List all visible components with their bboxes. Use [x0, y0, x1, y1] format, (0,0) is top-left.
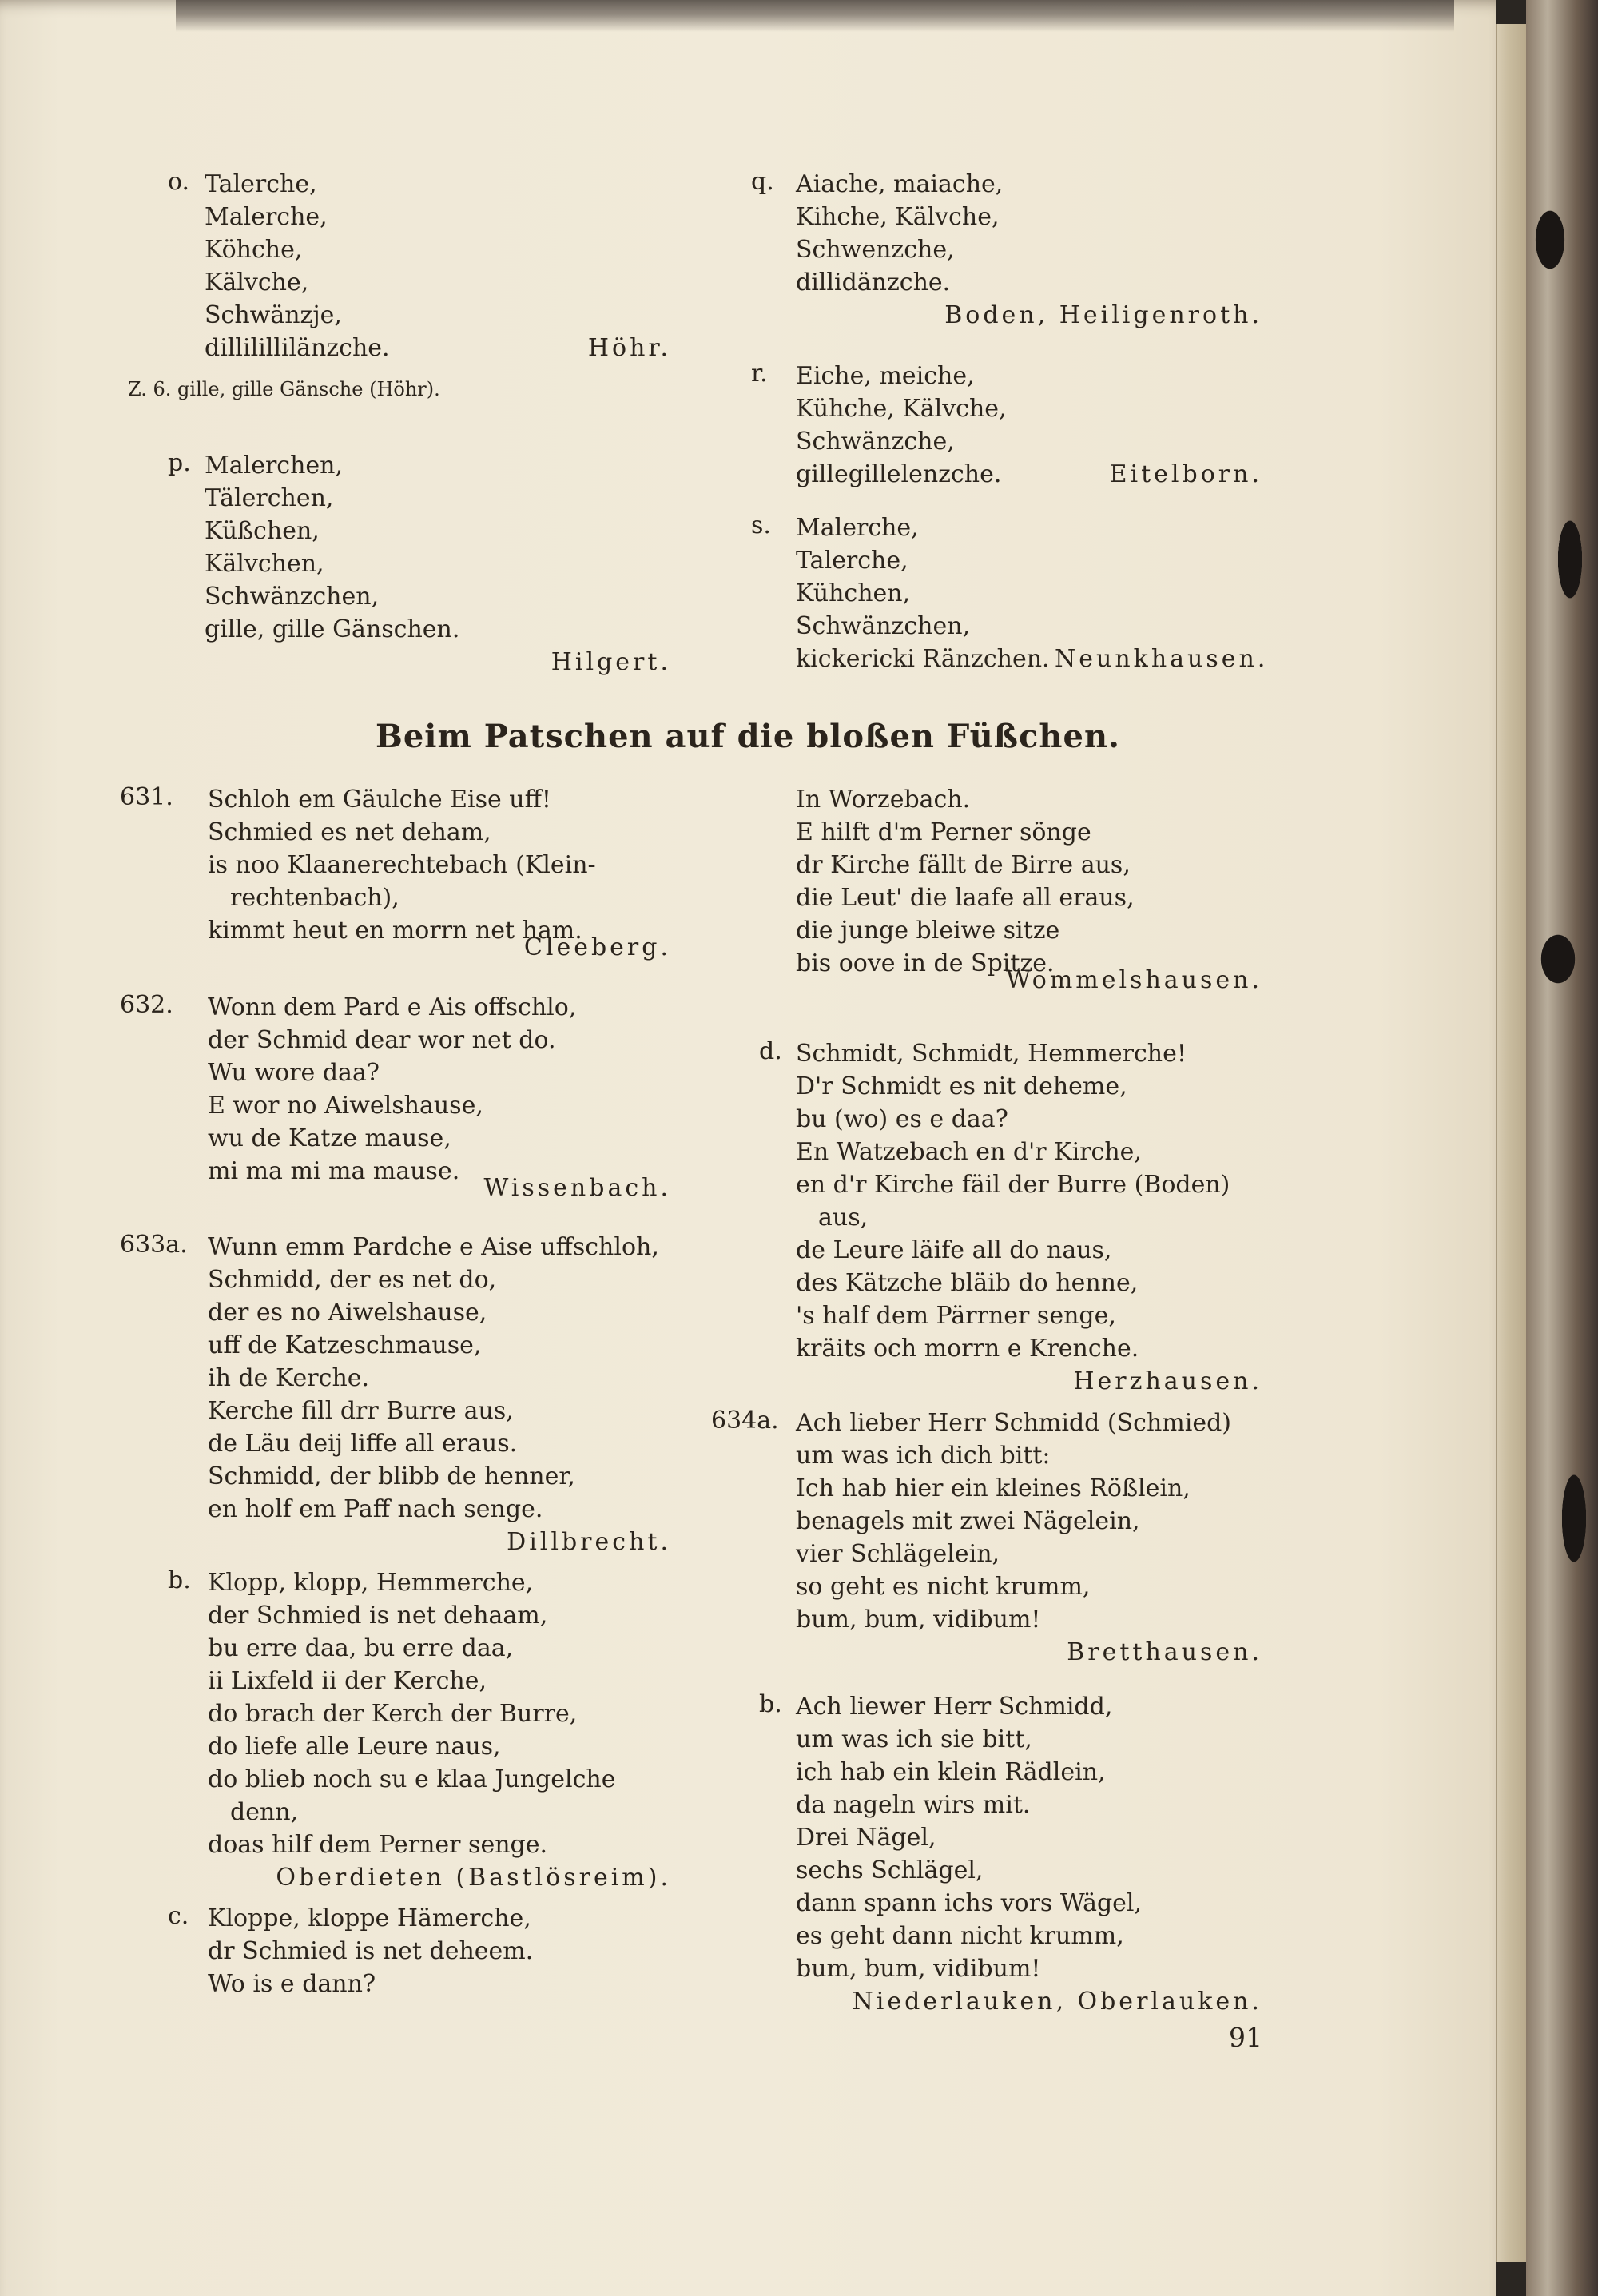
verse-line: gille, gille Gänschen. — [205, 615, 460, 643]
verse-line: rechtenbach), — [230, 884, 400, 912]
verse-place: Bretthausen. — [1067, 1638, 1262, 1666]
verse-lines — [796, 360, 1262, 458]
verse-lines — [208, 1566, 679, 1861]
verse-place: Höhr. — [587, 334, 671, 362]
verse-line: es geht dann nicht krumm, — [796, 1922, 1124, 1950]
verse-line: en holf em Paff nach senge. — [208, 1495, 543, 1523]
verse-line: um was ich sie bitt, — [796, 1725, 1032, 1753]
verse-line: en d'r Kirche fäil der Burre (Boden) — [796, 1171, 1230, 1199]
verse-line: 's half dem Pärrner senge, — [796, 1302, 1116, 1330]
section-heading: Beim Patschen auf die bloßen Füßchen. — [376, 718, 1120, 755]
verse-number: 634a. — [711, 1407, 779, 1435]
verse-line: Drei Nägel, — [796, 1824, 936, 1852]
verse-line: Schmidd, der blibb de henner, — [208, 1462, 575, 1490]
verse-line: En Watzebach en d'r Kirche, — [796, 1138, 1142, 1166]
verse-line: Talerche, — [796, 547, 908, 575]
verse-label: p. — [168, 449, 191, 477]
verse-line: Wo is e dann? — [208, 1970, 376, 1998]
verse-line: Kühchen, — [796, 579, 911, 607]
verse-place: Boden, Heiligenroth. — [944, 301, 1262, 329]
verse-place: Cleeberg. — [523, 933, 671, 961]
verse-place: Neunkhausen. — [1055, 645, 1269, 673]
verse-line: mi ma mi ma mause. — [208, 1157, 460, 1185]
verse-label: s. — [751, 511, 771, 539]
verse-line: de Leure läife all do naus, — [796, 1236, 1112, 1264]
verse-lines — [796, 1407, 1262, 1636]
verse-line: Schloh em Gäulche Eise uff! — [208, 786, 551, 814]
verse-line: uff de Katzeschmause, — [208, 1331, 482, 1359]
verse-line: benagels mit zwei Nägelein, — [796, 1507, 1140, 1535]
verse-line: Wunn emm Pardche e Aise uffschloh, — [208, 1233, 659, 1261]
verse-line: Ach lieber Herr Schmidd (Schmied) — [796, 1409, 1231, 1437]
verse-line: denn, — [230, 1798, 299, 1826]
verse-line: In Worzebach. — [796, 786, 971, 814]
verse-line: dillilillilänzche. — [205, 334, 390, 362]
verse-line: de Läu deij liffe all eraus. — [208, 1430, 518, 1458]
verse-line: sechs Schlägel, — [796, 1856, 984, 1884]
verse-label: b. — [759, 1690, 782, 1718]
verse-lines — [796, 168, 1262, 299]
verse-label: o. — [168, 168, 190, 196]
verse-label: d. — [759, 1037, 782, 1065]
verse-line: dann spann ichs vors Wägel, — [796, 1889, 1143, 1917]
verse-place: Wommelshausen. — [1005, 966, 1262, 994]
verse-place: Dillbrecht. — [507, 1528, 671, 1556]
verse-line: der Schmied is net dehaam, — [208, 1602, 548, 1629]
page-number: 91 — [1229, 2022, 1262, 2053]
verse-line: Tälerchen, — [205, 484, 334, 512]
verse-line: gillegillelenzche. — [796, 460, 1002, 488]
verse-lines — [796, 1037, 1262, 1365]
verse-line: do liefe alle Leure naus, — [208, 1733, 501, 1761]
verse-line: die junge bleiwe sitze — [796, 917, 1060, 945]
footnote: Z. 6. gille, gille Gänsche (Höhr). — [128, 378, 440, 400]
verse-line: is noo Klaanerechtebach (Klein- — [208, 851, 596, 879]
verse-line: Kälvchen, — [205, 550, 324, 578]
verse-lines — [208, 783, 679, 947]
verse-line: wu de Katze mause, — [208, 1124, 451, 1152]
verse-line: ih de Kerche. — [208, 1364, 370, 1392]
verse-place: Hilgert. — [551, 648, 671, 676]
verse-line: kimmt heut en morrn net ham. — [208, 917, 582, 945]
verse-line: Kerche fill drr Burre aus, — [208, 1397, 514, 1425]
verse-line: E hilft d'm Perner sönge — [796, 818, 1091, 846]
verse-lines — [796, 511, 1262, 643]
verse-line: Kälvche, — [205, 269, 309, 296]
verse-line: doas hilf dem Perner senge. — [208, 1831, 548, 1859]
verse-line: Malerchen, — [205, 452, 344, 479]
verse-label: b. — [168, 1566, 191, 1594]
verse-lines — [205, 449, 679, 646]
verse-line: dillidänzche. — [796, 269, 951, 296]
verse-line: D'r Schmidt es nit deheme, — [796, 1072, 1127, 1100]
verse-line: der es no Aiwelshause, — [208, 1299, 487, 1327]
verse-line: kräits och morrn e Krenche. — [796, 1335, 1139, 1363]
verse-label: c. — [168, 1902, 189, 1930]
verse-line: do blieb noch su e klaa Jungelche — [208, 1765, 616, 1793]
verse-line: um was ich dich bitt: — [796, 1442, 1051, 1470]
verse-line: do brach der Kerch der Burre, — [208, 1700, 578, 1728]
verse-line: bum, bum, vidibum! — [796, 1955, 1041, 1983]
verse-line: Ich hab hier ein kleines Rößlein, — [796, 1474, 1191, 1502]
verse-place: Herzhausen. — [1073, 1367, 1262, 1395]
verse-number: 631. — [120, 783, 173, 811]
verse-lines — [208, 1902, 679, 2000]
verse-lines — [208, 1231, 679, 1526]
verse-line: E wor no Aiwelshause, — [208, 1092, 483, 1120]
verse-label: r. — [751, 360, 768, 388]
page-top-edge — [176, 0, 1454, 32]
verse-line: Schmidd, der es net do, — [208, 1266, 497, 1294]
book-binding — [1526, 0, 1598, 2296]
verse-line: Kihche, Kälvche, — [796, 203, 1000, 231]
verse-place: Wissenbach. — [483, 1174, 671, 1202]
verse-place: Eitelborn. — [1109, 460, 1262, 488]
verse-label: q. — [751, 168, 774, 196]
verse-line: Kloppe, kloppe Hämerche, — [208, 1904, 531, 1932]
verse-lines — [796, 783, 1262, 980]
verse-line: Ach liewer Herr Schmidd, — [796, 1693, 1113, 1721]
verse-line: der Schmid dear wor net do. — [208, 1026, 556, 1054]
verse-line: Talerche, — [205, 170, 317, 198]
verse-line: Schwenzche, — [796, 236, 955, 264]
verse-line: bis oove in de Spitze. — [796, 949, 1055, 977]
verse-line: da nageln wirs mit. — [796, 1791, 1031, 1819]
verse-line: vier Schlägelein, — [796, 1540, 1000, 1568]
verse-place: Oberdieten (Bastlösreim). — [276, 1864, 671, 1892]
verse-line: Wonn dem Pard e Ais offschlo, — [208, 993, 577, 1021]
verse-line: bu (wo) es e daa? — [796, 1105, 1008, 1133]
verse-line: die Leut' die laafe all eraus, — [796, 884, 1135, 912]
verse-line: Schwänzchen, — [796, 612, 971, 640]
verse-line: Schwänzchen, — [205, 583, 380, 611]
verse-line: Klopp, klopp, Hemmerche, — [208, 1569, 534, 1597]
verse-line: bu erre daa, bu erre daa, — [208, 1634, 514, 1662]
verse-line: dr Kirche fällt de Birre aus, — [796, 851, 1131, 879]
page-stack-edge — [1496, 24, 1527, 2262]
verse-line: Eiche, meiche, — [796, 362, 975, 390]
verse-line: Köhche, — [205, 236, 303, 264]
verse-place: Niederlauken, Oberlauken. — [852, 1988, 1262, 2015]
verse-line: so geht es nicht krumm, — [796, 1573, 1091, 1601]
verse-line: Malerche, — [205, 203, 328, 231]
verse-line: Schmidt, Schmidt, Hemmerche! — [796, 1040, 1187, 1068]
verse-line: Kühche, Kälvche, — [796, 395, 1007, 423]
verse-line: ii Lixfeld ii der Kerche, — [208, 1667, 487, 1695]
verse-number: 633a. — [120, 1231, 188, 1259]
verse-line: Schmied es net deham, — [208, 818, 491, 846]
verse-line: Schwänzche, — [796, 428, 955, 456]
verse-line: bum, bum, vidibum! — [796, 1606, 1041, 1633]
verse-line: Aiache, maiache, — [796, 170, 1004, 198]
verse-line: Malerche, — [796, 514, 919, 542]
verse-line: kickericki Ränzchen. — [796, 645, 1050, 673]
verse-number: 632. — [120, 991, 173, 1019]
verse-line: Küßchen, — [205, 517, 320, 545]
verse-lines — [208, 991, 679, 1188]
verse-lines — [796, 1690, 1262, 1985]
verse-line: aus, — [818, 1204, 869, 1232]
verse-line: ich hab ein klein Rädlein, — [796, 1758, 1106, 1786]
verse-line: des Kätzche bläib do henne, — [796, 1269, 1139, 1297]
verse-line: dr Schmied is net deheem. — [208, 1937, 534, 1965]
verse-line: Schwänzje, — [205, 301, 342, 329]
verse-line: Wu wore daa? — [208, 1059, 380, 1087]
